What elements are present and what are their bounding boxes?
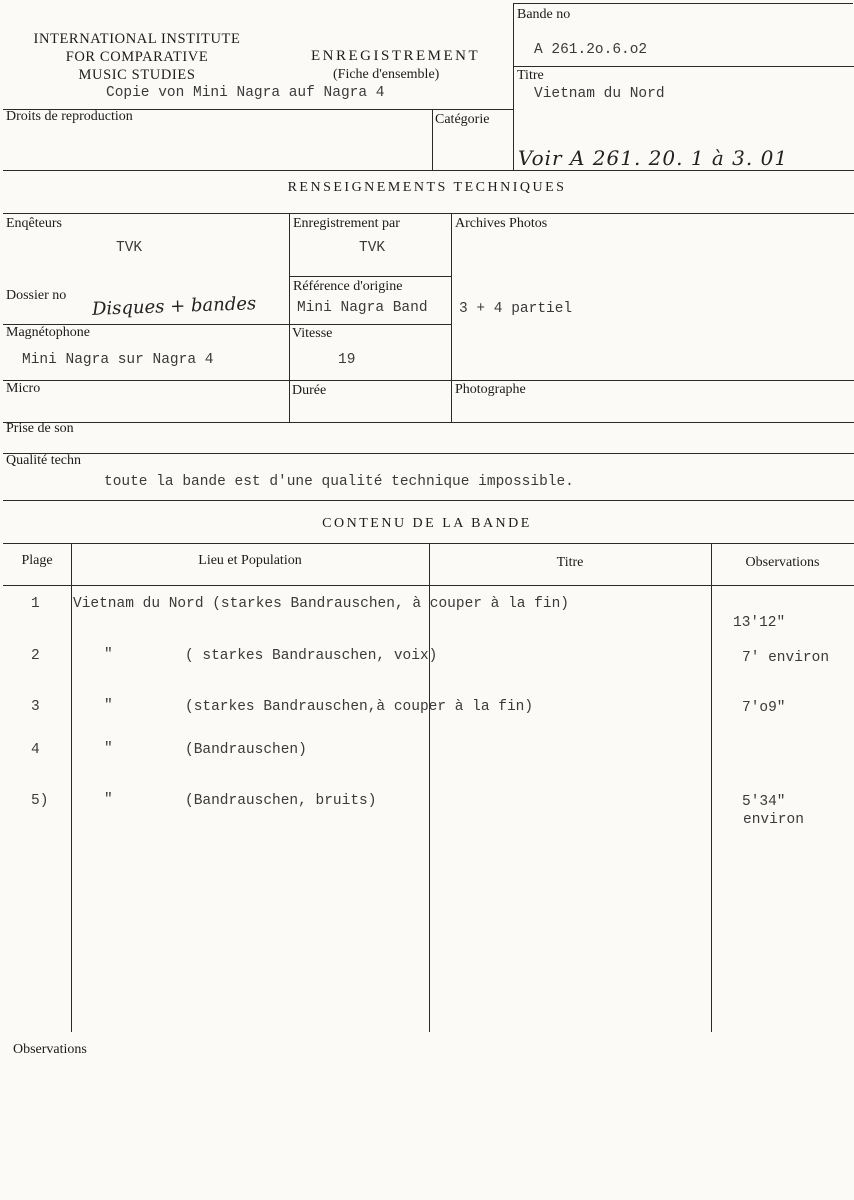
titre-value: Vietnam du Nord xyxy=(534,86,665,102)
vitesse-value: 19 xyxy=(338,352,356,368)
row-5-observations: 5'34" xyxy=(742,794,786,810)
magnetophone-value: Mini Nagra sur Nagra 4 xyxy=(22,352,214,368)
dossier-handwritten-value: Disques + bandes xyxy=(91,293,257,320)
enregistrement-par-value: TVK xyxy=(359,240,386,256)
prise-de-son-label: Prise de son xyxy=(6,421,74,436)
row-1-lieu: Vietnam du Nord (starkes Bandrauschen, à couper à la fin) xyxy=(73,596,569,612)
row-3-lieu: (starkes Bandrauschen,à couper à la fin) xyxy=(185,699,534,715)
enqueteurs-value: TVK xyxy=(116,240,143,256)
form-subtitle: (Fiche d'ensemble) xyxy=(333,67,440,82)
rule-categorie-left xyxy=(432,109,433,170)
enqueteurs-label: Enqêteurs xyxy=(6,216,62,231)
voir-handwritten-note: Voir A 261. 20. 1 à 3. 01 xyxy=(518,146,789,170)
qualite-value: toute la bande est d'une qualité technique impossible. xyxy=(104,474,574,490)
institute-line-2: FOR COMPARATIVE xyxy=(65,49,209,65)
row-5-plage: 5) xyxy=(31,793,49,809)
rule-top-header xyxy=(513,3,853,4)
vitesse-label: Vitesse xyxy=(292,326,333,341)
row-3-ditto: " xyxy=(104,698,113,714)
row-3-plage: 3 xyxy=(31,699,40,715)
institute-line-3: MUSIC STUDIES xyxy=(78,67,196,83)
institute-line-1: INTERNATIONAL INSTITUTE xyxy=(33,31,241,47)
observations-label: Observations xyxy=(13,1042,87,1057)
reference-value: Mini Nagra Band xyxy=(297,300,428,316)
col-header-observations: Observations xyxy=(745,555,820,570)
row-3-observations: 7'o9" xyxy=(742,700,786,716)
rule-row-170 xyxy=(3,170,854,171)
rule-row-213 xyxy=(3,213,854,214)
reference-label: Référence d'origine xyxy=(293,279,403,294)
contenu-section-title: CONTENU DE LA BANDE xyxy=(322,516,532,531)
qualite-label: Qualité techn xyxy=(6,453,82,468)
row-4-plage: 4 xyxy=(31,742,40,758)
row-2-lieu: ( starkes Bandrauschen, voix) xyxy=(185,648,438,664)
rule-col-plage xyxy=(71,543,72,1032)
rule-bande-titre xyxy=(513,66,854,67)
photographe-label: Photographe xyxy=(455,382,526,397)
categorie-label: Catégorie xyxy=(435,112,490,127)
row-4-ditto: " xyxy=(104,741,113,757)
col-header-plage: Plage xyxy=(21,553,53,568)
rule-ref-top xyxy=(289,276,451,277)
rule-row-453 xyxy=(3,453,854,454)
row-5-observations-line-2: environ xyxy=(743,812,804,828)
dossier-label: Dossier no xyxy=(6,288,67,303)
copy-note: Copie von Mini Nagra auf Nagra 4 xyxy=(106,85,385,101)
rule-row-380 xyxy=(3,380,854,381)
magnetophone-label: Magnétophone xyxy=(6,325,90,340)
institute-name xyxy=(8,30,266,84)
technique-section-title: RENSEIGNEMENTS TECHNIQUES xyxy=(287,180,567,195)
form-title: ENREGISTREMENT xyxy=(311,48,481,64)
droits-label: Droits de reproduction xyxy=(6,109,133,124)
col-header-lieu: Lieu et Population xyxy=(198,553,302,568)
row-5-lieu: (Bandrauschen, bruits) xyxy=(185,793,377,809)
rule-col-289 xyxy=(289,213,290,422)
archives-photos-value: 3 + 4 partiel xyxy=(459,301,573,317)
titre-label: Titre xyxy=(517,68,544,83)
duree-label: Durée xyxy=(292,383,327,398)
micro-label: Micro xyxy=(6,381,41,396)
rule-col-titre xyxy=(711,543,712,1032)
row-2-observations: 7' environ xyxy=(742,650,830,666)
row-2-plage: 2 xyxy=(31,648,40,664)
row-4-lieu: (Bandrauschen) xyxy=(185,742,307,758)
enregistrement-par-label: Enregistrement par xyxy=(293,216,400,231)
bande-no-label: Bande no xyxy=(517,7,571,22)
rule-row-500 xyxy=(3,500,854,501)
row-1-observations: 13'12" xyxy=(733,615,786,631)
rule-col-lieu xyxy=(429,543,430,1032)
rule-row-422 xyxy=(3,422,854,423)
rule-col-451 xyxy=(451,213,452,422)
col-header-titre: Titre xyxy=(556,555,584,570)
bande-no-value: A 261.2o.6.o2 xyxy=(534,42,648,58)
row-5-ditto: " xyxy=(104,792,113,808)
rule-bande-left xyxy=(513,3,514,170)
row-2-ditto: " xyxy=(104,647,113,663)
archives-photos-label: Archives Photos xyxy=(455,216,548,231)
row-1-plage: 1 xyxy=(31,596,40,612)
